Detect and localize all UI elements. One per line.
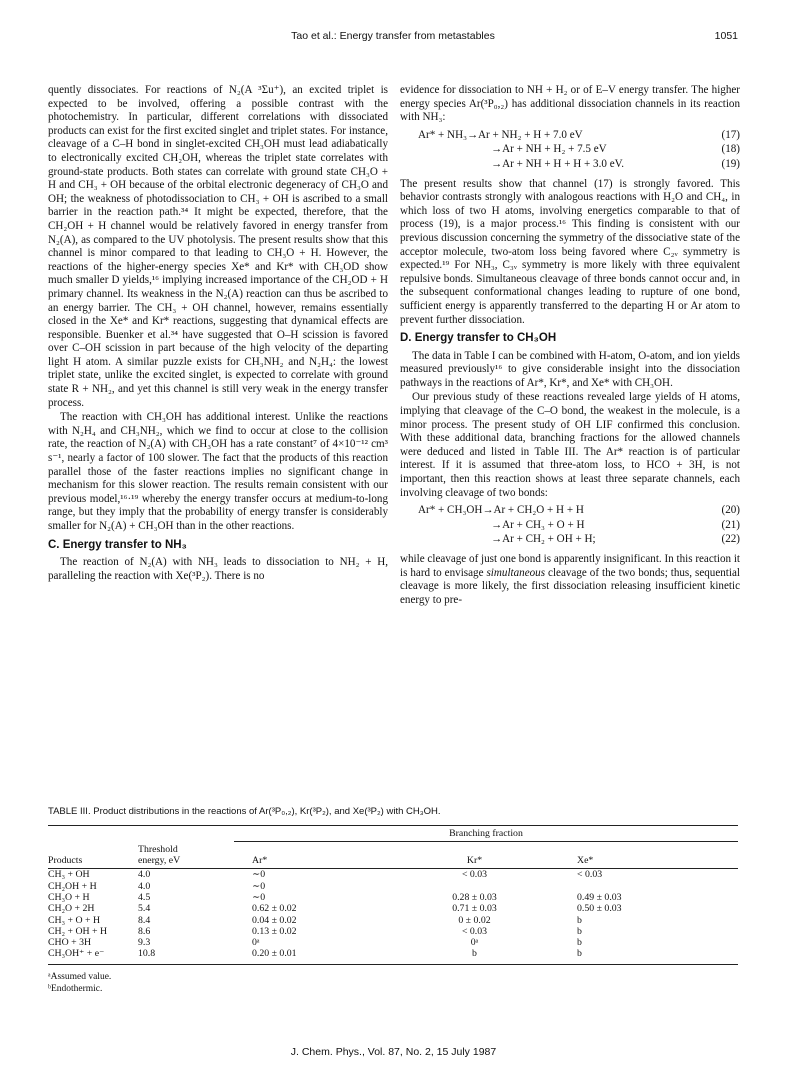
table-note-a: ᵃAssumed value.	[48, 971, 112, 982]
column-header-ar: Ar*	[234, 842, 392, 869]
emphasis-text: simultaneous	[486, 566, 546, 579]
cell-products: CH₃OH⁺ + e⁻	[48, 948, 105, 960]
threshold-header-line1: Threshold	[138, 843, 178, 855]
cell-xe: b	[577, 948, 582, 960]
cell-xe: b	[577, 925, 582, 937]
cell-ar: 0.13 ± 0.02	[252, 925, 297, 937]
table-note-b: ᵇEndothermic.	[48, 983, 103, 994]
cell-kr: 0ᵃ	[470, 937, 479, 949]
equation	[400, 158, 740, 172]
cell-xe: b	[577, 937, 582, 949]
column-header-products: Products	[48, 842, 138, 869]
cell-ar: 0.04 ± 0.02	[252, 914, 297, 926]
section-heading: C. Energy transfer to NH₃	[48, 538, 187, 551]
cell-products: CHO + 3H	[48, 937, 92, 949]
table-caption: TABLE III. Product distributions in the reactions of Ar(³P₀,₂), Kr(³P₂), and Xe(³P₂) with CH₃OH.	[48, 806, 441, 817]
equation-number: (19)	[721, 157, 740, 170]
equation	[400, 533, 740, 547]
cell-ar: 0.62 ± 0.02	[252, 903, 297, 915]
table-row	[48, 948, 738, 959]
cell-ar: 0ᵃ	[252, 937, 260, 949]
cell-kr: b	[472, 948, 477, 960]
cell-xe: 0.49 ± 0.03	[577, 891, 622, 903]
paragraph: Our previous study of these reactions revealed large yields of H atoms, implying that cleavage of the C–O bond, the weakest in the molecule, is a minor process. The present study of OH LIF confirmed this conclusion. With these additional data, branching fractions for the allowed channels were deduced and listed in Table III. The Ar* reaction is of particular interest. If it is assumed that three-atom loss, to HCO + 3H, is not important, then this reaction shows at least three separate channels, each involving cleavage of two bonds:	[400, 391, 740, 499]
equation	[400, 519, 740, 533]
equation-number: (20)	[721, 504, 740, 517]
table-row	[48, 926, 738, 937]
cell-threshold: 4.0	[138, 869, 151, 881]
paragraph-text: cleavage of the two bonds; thus, sequential cleavage is more likely, the first dissociation releasing insufficient kinetic energy to pre-	[400, 566, 740, 606]
cell-threshold: 5.4	[138, 903, 151, 915]
equation-body: →Ar + NH + H₂ + 7.5 eV	[491, 143, 607, 156]
running-header	[48, 30, 738, 46]
column-header-xe: Xe*	[557, 842, 738, 869]
equation-block	[400, 129, 740, 172]
equation-body: →Ar + CH₂ + OH + H;	[491, 533, 596, 546]
paragraph: quently dissociates. For reactions of N₂(A ³Σu⁺), an excited triplet is expected to be involved, offering a possible contrast with the photochemistry. In particular, different correlations with dissociated products can exist for the first excited singlet and triplet states. For instance, cleavage of a C–H bond in singlet-excited CH₃OH must lead adiabatically to electronically excited CH₂OH, whereas the triplet state correlates with ground-state products. Both states can correlate with ground state CH₃O + H and CH₃ + OH because of the orbital electronic degeneracy of CH₃O and OH; the weakness of photodissociation to CH₃ + OH is ascribed to a small barrier in the reaction path.³⁴ It might be expected, therefore, that the CH₂OH + H channel would be relatively favored in energy transfer from N₂(A), as compared to the UV photolysis. The present results show that this channel is minor compared to that leading to CH₃O + H. However, the reactions of the higher-energy species Xe* and Kr* with CH₃OD show much smaller D yields,¹⁶ implying increased importance of the CH₂OD + H primary channel. Its weakness in the N₂(A) reaction can thus be ascribed to an energy barrier. The CH₃ + OH channel, however, remains essentially closed in the Xe* and Kr* reactions, suggesting that dynamical effects are responsible. Buenker et al.³⁴ have suggested that O–H scission is favored over C–OH scission in part because of the high velocity of the departing light H atom. A similar puzzle exists for CH₃NH₂ and N₂H₄: the lowest triplet state, unlike the excited singlet, is expected to correlate with ground state R + NH₂, and yet this channel is still very weak in the energy transfer process.	[48, 84, 388, 409]
left-column	[48, 84, 388, 584]
paragraph	[400, 553, 740, 607]
table-row	[48, 915, 738, 926]
running-title: Tao et al.: Energy transfer from metastables	[291, 30, 495, 42]
cell-ar: ∼0	[252, 880, 266, 892]
cell-kr: 0.71 ± 0.03	[452, 903, 497, 915]
equation-number: (17)	[721, 128, 740, 141]
cell-ar: 0.20 ± 0.01	[252, 948, 297, 960]
paragraph-text: while cleavage of just one bond is apparently insignificant. In this reaction it is hard to envisage	[400, 553, 740, 579]
cell-ar: ∼0	[252, 869, 266, 881]
table-row	[48, 892, 738, 903]
cell-kr: < 0.03	[461, 925, 488, 937]
table-body	[48, 869, 738, 964]
equation-body: Ar* + NH₃→Ar + NH₂ + H + 7.0 eV	[418, 128, 583, 141]
column-header-threshold	[138, 842, 234, 869]
table-notes	[48, 971, 738, 995]
cell-products: CH₂OH + H	[48, 880, 97, 892]
cell-products: CH₃ + O + H	[48, 914, 101, 926]
cell-xe: < 0.03	[577, 869, 603, 881]
table-header-row	[48, 842, 738, 869]
equation-number: (18)	[721, 143, 740, 156]
cell-threshold: 8.4	[138, 914, 151, 926]
cell-kr	[392, 881, 557, 892]
equation	[400, 129, 740, 143]
cell-products: CH₃ + OH	[48, 869, 90, 881]
equation-body: Ar* + CH₃OH→Ar + CH₂O + H + H	[418, 504, 584, 517]
cell-threshold: 4.5	[138, 891, 151, 903]
page-number: 1051	[714, 30, 738, 42]
equation	[400, 504, 740, 518]
table-3	[48, 806, 738, 995]
threshold-header-line2: energy, eV	[138, 855, 181, 867]
cell-xe: b	[577, 914, 582, 926]
cell-products: CH₂ + OH + H	[48, 925, 108, 937]
paragraph: The data in Table I can be combined with H-atom, O-atom, and ion yields measured previously¹⁶ to give considerable insight into the dissociation pathways in the reactions of Ar*, Kr*, and Xe* with CH₃OH.	[400, 349, 740, 389]
cell-kr: < 0.03	[461, 869, 488, 881]
table-row	[48, 869, 738, 881]
column-header-kr: Kr*	[392, 842, 557, 869]
cell-threshold: 9.3	[138, 937, 151, 949]
section-heading: D. Energy transfer to CH₃OH	[400, 332, 557, 345]
cell-threshold: 10.8	[138, 948, 156, 960]
table-row	[48, 903, 738, 914]
equation-body: →Ar + CH₃ + O + H	[491, 518, 585, 531]
right-column	[400, 84, 740, 608]
cell-ar: ∼0	[252, 891, 266, 903]
equation-block	[400, 504, 740, 547]
cell-threshold: 4.0	[138, 880, 151, 892]
cell-products: CH₃O + H	[48, 891, 90, 903]
page-footer: J. Chem. Phys., Vol. 87, No. 2, 15 July 1987	[290, 1046, 497, 1058]
table-header-row	[48, 826, 738, 842]
equation-number: (22)	[721, 533, 740, 546]
equation	[400, 143, 740, 157]
cell-xe: 0.50 ± 0.03	[577, 903, 622, 915]
cell-products: CH₂O + 2H	[48, 903, 95, 915]
paragraph: The reaction with CH₃OH has additional interest. Unlike the reactions with N₂H₄ and CH₃NH₂, which we find to occur at close to the collision rate, the reaction of N₂(A) with CH₃OH has a rate constant⁷ of 4×10⁻¹² cm³ s⁻¹, nearly a factor of 100 slower. The fact that the products of this reaction parallel those of the faster reactions implies no significant change in mechanism for this slower reaction. The results remain consistent with our previous model,¹⁶·¹⁹ whereby the energy transfer occurs at medium-to-long range, but they imply that the probability of energy transfer is considerably smaller for N₂(A) + CH₃OH than in the other reactions.	[48, 411, 388, 532]
paragraph: The reaction of N₂(A) with NH₃ leads to dissociation to NH₂ + H, paralleling the reaction with Xe(³P₂). There is no	[48, 556, 388, 582]
cell-xe	[557, 881, 738, 892]
table-bottom-rule	[48, 960, 738, 965]
paragraph: The present results show that channel (17) is strongly favored. This behavior contrasts strongly with analogous reactions with H₂O and CH₄, in which loss of two H atoms, involving energetics comparable to that of process (19), is a major process.¹⁶ This finding is consistent with our previous discussion concerning the symmetry of the dissociative state of the acceptor molecule, two-atom loss being favored where C₂ᵥ symmetry is expected.¹⁹ For NH₃, C₃ᵥ symmetry is more likely with three equivalent repulsive bonds. Simultaneous cleavage of three bonds cannot occur and, in the subsequent conformational changes leading to rupture of one bond, sufficient energy is apparently transferred to the departing H or Ar atom to prevent further dissociation.	[400, 177, 740, 326]
branching-fraction-header: Branching fraction	[234, 826, 738, 842]
branching-table	[48, 825, 738, 965]
cell-kr: 0.28 ± 0.03	[452, 891, 497, 903]
equation-number: (21)	[721, 518, 740, 531]
table-row	[48, 881, 738, 892]
cell-kr: 0 ± 0.02	[458, 914, 491, 926]
paragraph: evidence for dissociation to NH + H₂ or of E–V energy transfer. The higher energy species Ar(³P₀,₂) has additional dissociation channels in its reaction with NH₃:	[400, 84, 740, 124]
table-row	[48, 937, 738, 948]
equation-body: →Ar + NH + H + H + 3.0 eV.	[491, 157, 624, 170]
cell-threshold: 8.6	[138, 925, 151, 937]
